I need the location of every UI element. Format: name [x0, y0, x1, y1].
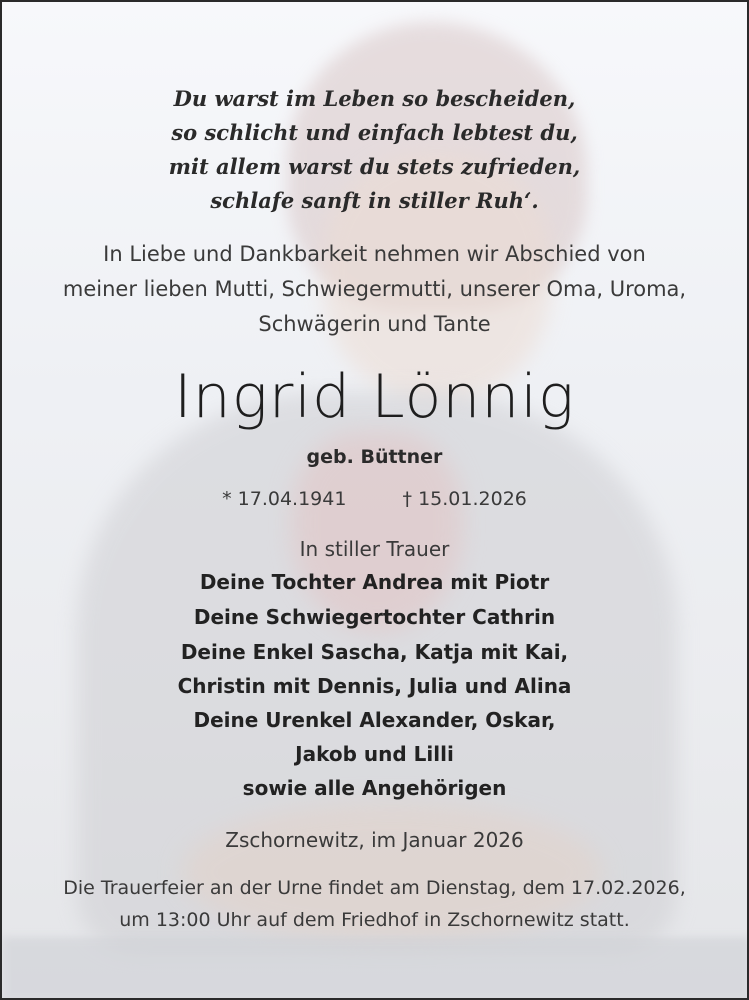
poem-line: schlafe sanft in stiller Ruh‘.	[210, 188, 539, 213]
mourning-heading: In stiller Trauer	[299, 537, 450, 561]
family-line: Deine Enkel Sascha, Katja mit Kai,	[180, 640, 569, 664]
intro-line: meiner lieben Mutti, Schwiegermutti, unserer Oma, Uroma,	[62, 277, 687, 301]
birth-date: * 17.04.1941	[222, 488, 347, 510]
obituary-text	[2, 2, 747, 998]
poem-line: Du warst im Leben so bescheiden,	[173, 86, 576, 111]
place-and-date: Zschornewitz, im Januar 2026	[225, 828, 524, 852]
funeral-notice-line: um 13:00 Uhr auf dem Friedhof in Zschornewitz statt.	[119, 909, 630, 931]
family-line: Jakob und Lilli	[295, 742, 454, 766]
family-line: sowie alle Angehörigen	[242, 776, 507, 800]
intro-line: In Liebe und Dankbarkeit nehmen wir Abschied von	[103, 242, 646, 266]
family-line: Deine Urenkel Alexander, Oskar,	[193, 708, 556, 732]
funeral-notice-line: Die Trauerfeier an der Urne findet am Dienstag, dem 17.02.2026,	[63, 877, 686, 899]
life-dates	[2, 488, 747, 510]
family-line: Deine Schwiegertochter Cathrin	[193, 605, 556, 629]
family-line: Christin mit Dennis, Julia und Alina	[177, 674, 572, 698]
death-date: † 15.01.2026	[402, 488, 527, 510]
poem-line: so schlicht und einfach lebtest du,	[171, 120, 578, 145]
maiden-name: geb. Büttner	[306, 446, 443, 468]
deceased-name: Ingrid Lönnig	[173, 362, 576, 432]
intro-line: Schwägerin und Tante	[258, 312, 491, 336]
family-line: Deine Tochter Andrea mit Piotr	[199, 570, 550, 594]
poem-line: mit allem warst du stets zufrieden,	[168, 154, 581, 179]
